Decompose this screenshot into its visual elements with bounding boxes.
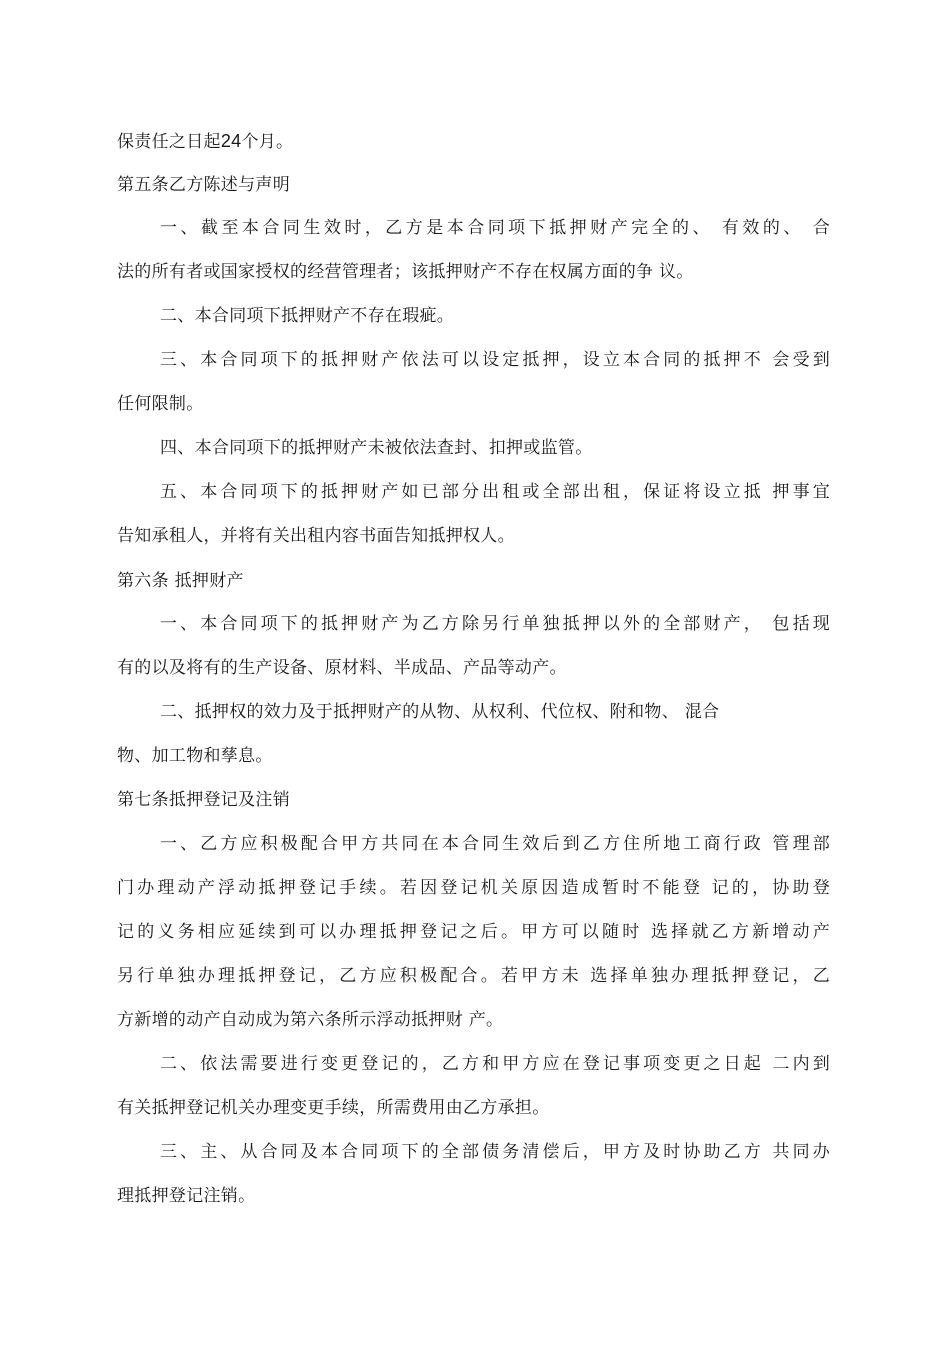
- paragraph-line: 告知承租人，并将有关出租内容书面告知抵押权人。: [117, 526, 515, 546]
- paragraph-line: 物、加工物和孳息。: [117, 746, 273, 766]
- paragraph-line: [117, 130, 293, 153]
- paragraph-line: 三、本合同项下的抵押财产依法可以设定抵押，设立本合同的抵押不 会受到: [160, 350, 830, 370]
- paragraph-line: 一、本合同项下的抵押财产为乙方除另行单独抵押以外的全部财产， 包括现: [160, 614, 830, 634]
- line-text: 保责任之日起: [117, 132, 221, 152]
- line-text-tail: 个月。: [241, 132, 294, 152]
- paragraph-line: 一、截至本合同生效时，乙方是本合同项下抵押财产完全的、 有效的、 合: [160, 218, 830, 238]
- paragraph-line: 一、乙方应积极配合甲方共同在本合同生效后到乙方住所地工商行政 管理部: [160, 834, 830, 854]
- section-heading-7: 第七条抵押登记及注销: [117, 790, 290, 810]
- paragraph-line: 理抵押登记注销。: [117, 1186, 256, 1206]
- section-heading-5: 第五条乙方陈述与声明: [117, 175, 290, 195]
- paragraph-line: 有的以及将有的生产设备、原材料、半成品、产品等动产。: [117, 658, 567, 678]
- paragraph-line: 有关抵押登记机关办理变更手续，所需费用由乙方承担。: [117, 1098, 550, 1118]
- paragraph-line: 记的义务相应延续到可以办理抵押登记之后。甲方可以随时 选择就乙方新增动产: [117, 922, 830, 942]
- paragraph-line: 法的所有者或国家授权的经营管理者；该抵押财产不存在权属方面的争 议。: [117, 262, 694, 282]
- section-heading-6: 第六条 抵押财产: [117, 571, 244, 591]
- paragraph-line: 方新增的动产自动成为第六条所示浮动抵押财 产。: [117, 1010, 504, 1030]
- paragraph-line: 三、主、从合同及本合同项下的全部债务清偿后，甲方及时协助乙方 共同办: [160, 1142, 830, 1162]
- paragraph-line: 任何限制。: [117, 394, 204, 414]
- paragraph-line: 二、依法需要进行变更登记的，乙方和甲方应在登记事项变更之日起 二内到: [160, 1054, 830, 1074]
- line-number: 24: [220, 131, 242, 151]
- paragraph-line: 门办理动产浮动抵押登记手续。若因登记机关原因造成暂时不能登 记的，协助登: [117, 878, 830, 898]
- paragraph-line: 二、本合同项下抵押财产不存在瑕疵。: [160, 306, 455, 326]
- paragraph-line: 另行单独办理抵押登记，乙方应积极配合。若甲方未 选择单独办理抵押登记，乙: [117, 966, 830, 986]
- paragraph-line: 四、本合同项下的抵押财产未被依法查封、扣押或监管。: [160, 438, 593, 458]
- paragraph-line: 二、抵押权的效力及于抵押财产的从物、从权利、代位权、附和物、 混合: [160, 702, 720, 722]
- paragraph-line: 五、本合同项下的抵押财产如已部分出租或全部出租，保证将设立抵 押事宜: [160, 482, 830, 502]
